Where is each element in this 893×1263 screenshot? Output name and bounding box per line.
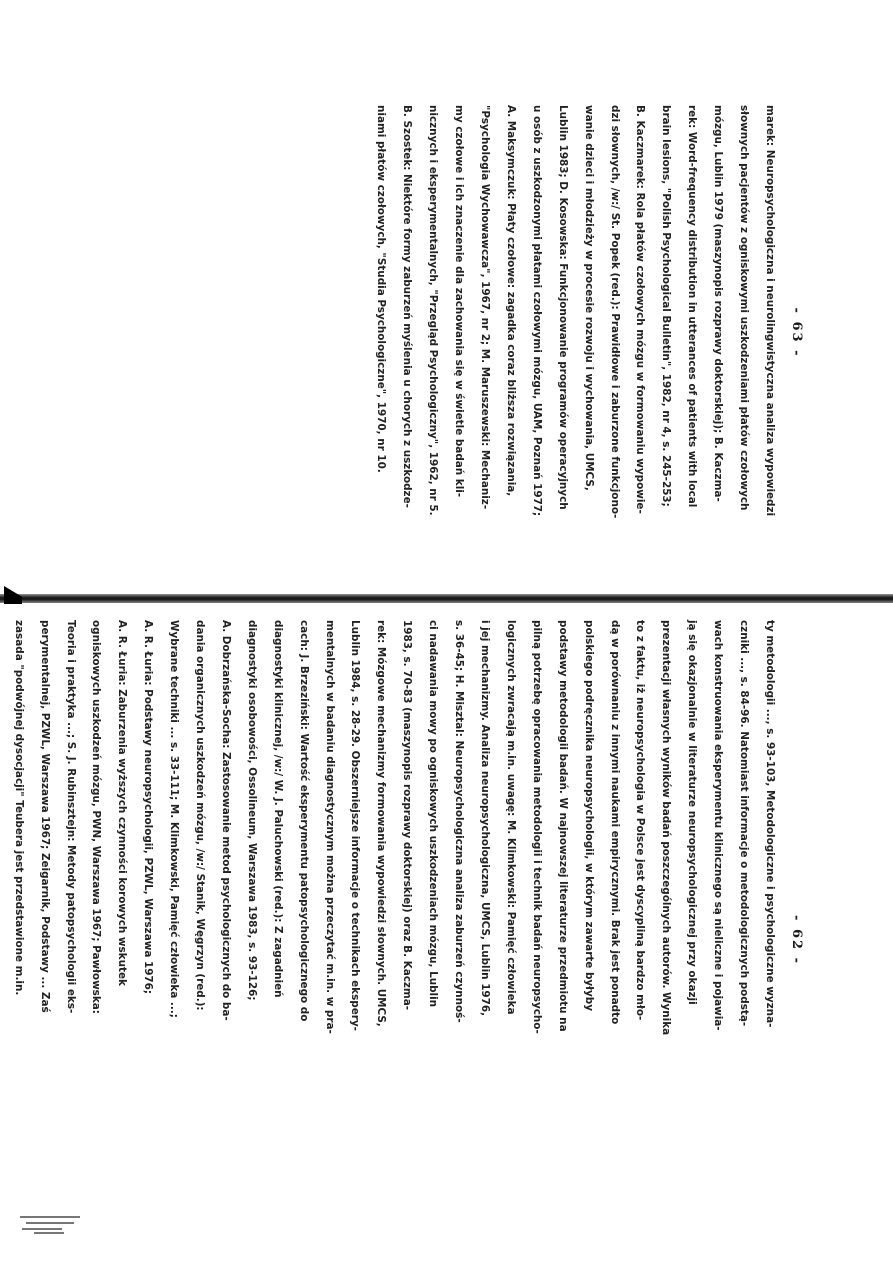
text-line: ci nadawania mowy po ogniskowych uszkodzeniach mózgu, Lublin [427, 620, 440, 1008]
page-number: - 63 - [789, 307, 804, 358]
text-line: to z faktu, iż neuropsychologia w Polsce jest dyscypliną bardzo mło- [634, 620, 647, 1021]
fold-band [0, 594, 893, 603]
text-line: logicznych zwracają m.in. uwagę: M. Klimkowski: Pamięć człowieka [504, 620, 517, 1015]
text-line: niami płatów czołowych, "Studia Psychologiczne", 1970, nr 10. [375, 105, 388, 473]
text-line: marek: Neuropsychologiczna i neurolingwistyczna analiza wypowiedzi [764, 105, 776, 517]
text-line: A. R. Łuria: Zaburzenia wyższych czynności korowych wskutek [116, 620, 129, 986]
text-line: rek: Word-frequency distribution in utterances of patients with local [686, 105, 699, 508]
text-line: B. Kaczmarek: Rola płatów czołowych mózgu w formowaniu wypowie- [634, 105, 647, 514]
text-line: ogniskowych uszkodzeń mózgu, PWN, Warszawa 1967; Pawłowska: [90, 620, 103, 1014]
text-line: ty metodologii ..., s. 93-103, Metodologiczne i psychologiczne wyzna- [764, 620, 776, 1028]
text-line: słownych pacjentów z ogniskowymi uszkodzeniami płatów czołowych [738, 105, 751, 511]
text-line: dą w porównaniu z innymi naukami empirycznymi. Brak jest ponadto [608, 620, 621, 1025]
page-number: - 62 - [789, 915, 804, 965]
text-line: "Psychologia Wychowawcza", 1967, nr 2; M. Maruszewski: Mechaniz- [479, 105, 492, 510]
text-line: Wybrane techniki ... s. 33-111; M. Klimkowski, Pamięć człowieka ...; [168, 620, 181, 1018]
text-line: my czołowe i ich znaczenie dla zachowania się w świetle badań kli- [453, 105, 466, 498]
text-line: 1983, s. 70-83 (maszynopis rozprawy doktorskiej) oraz B. Kaczma- [401, 620, 414, 1011]
text-line: mózgu, Lublin 1979 (maszynopis rozprawy doktorskiej); B. Kaczma- [712, 105, 725, 502]
page-body-text [0, 620, 782, 1260]
text-line [0, 620, 5, 1260]
text-line: pilną potrzebę opracowania metodologii i technik badań neuropsycho- [530, 620, 543, 1034]
text-line: B. Szostek: Niektóre formy zaburzeń myślenia u chorych z uszkodze- [401, 105, 414, 508]
page-63 [110, 105, 810, 560]
text-line: cach: J. Brzeziński: Wartość eksperymentu patopsychologicznego do [297, 620, 310, 1022]
text-line: podstawy metodologii badań. W najnowszej literaturze przedmiotu na [556, 620, 569, 1032]
text-line: perymentalnej, PZWL, Warszawa 1967; Zeigarnik, Podstawy ... Zaś [38, 620, 51, 1013]
text-line: polskiego podręcznika neuropsychologii, w którym zawarte byłyby [582, 620, 595, 1011]
text-line: dania organicznych uszkodzeń mózgu, /w:/ Stanik, Węgrzyn (red.): [194, 620, 207, 1011]
text-line: Lublin 1983; D. Kosowska: Funkcjonowanie programów operacyjnych [556, 105, 569, 510]
text-line: i jej mechanizmy. Analiza neuropsychologiczna, UMCS, Lublin 1976, [479, 620, 492, 1017]
text-line: Lublin 1984, s. 28-29. Obszerniejsze informacje o technikach ekspery- [349, 620, 362, 1031]
text-line: wach konstruowania eksperymentu klinicznego są nieliczne i pojawia- [712, 620, 725, 1031]
text-line: s. 36-45; H. Misztal: Neuropsychologiczna analiza zaburzeń czynnoś- [453, 620, 466, 1023]
text-line: prezentacji własnych wyników badań poszczególnych autorów. Wynika [660, 620, 673, 1036]
text-line: u osób z uszkodzonymi płatami czołowymi mózgu, UAM, Poznań 1977; [530, 105, 543, 517]
text-line: rek: Mózgowe mechanizmy formowania wypowiedzi słownych. UMCS, [375, 620, 388, 1027]
text-line: A. Maksymczuk: Płaty czołowe: zagadka coraz bliższa rozwiązania, [504, 105, 517, 497]
text-line: wanie dzieci i młodzieży w procesie rozwoju i wychowania, UMCS, [582, 105, 595, 491]
scan-fold-shadow [0, 586, 893, 606]
text-line: A. Dobrzańska-Socha: Zastosowanie metod psychologicznych do ba- [219, 620, 232, 1021]
page-62 [12, 620, 810, 1260]
text-line: zasada "podwójnej dysocjacji" Teubera jest przedstawione m.in. [12, 620, 25, 996]
text-line: mentalnych w badaniu diagnostycznym można przeczytać m.in. w pra- [323, 620, 336, 1034]
text-line: czniki ..., s. 84-96. Natomiast informacje o metodologicznych podstą- [738, 620, 751, 1027]
text-line: ją się okazjonalnie w literaturze neuropsychologicznej przy okazji [686, 620, 699, 1005]
text-line: diagnostyki klinicznej, /w:/ W. J. Paluchowski (red.): Z zagadnień [271, 620, 284, 998]
text-line: diagnostyki osobowości, Ossolineum, Warszawa 1983, s. 93-126; [245, 620, 258, 1001]
text-line: A. R. Łuria: Podstawy neuropsychologii, PZWL, Warszawa 1976; [142, 620, 155, 995]
text-line: dzi słownych, /w:/ St. Popek (red.): Prawidłowe i zaburzone funkcjono- [608, 105, 621, 519]
text-line: brain lesions, "Polish Psychological Bulletin", 1982, nr 4, s. 245-253; [660, 105, 673, 507]
text-line: Teoria i praktyka ...; S. J. Rubinsztejn: Metody patopsychologii eks- [64, 620, 77, 1014]
text-line: nicznych i eksperymentalnych, "Przegląd Psychologiczny", 1962, nr 5. [427, 105, 440, 516]
page-body-text [368, 105, 783, 560]
